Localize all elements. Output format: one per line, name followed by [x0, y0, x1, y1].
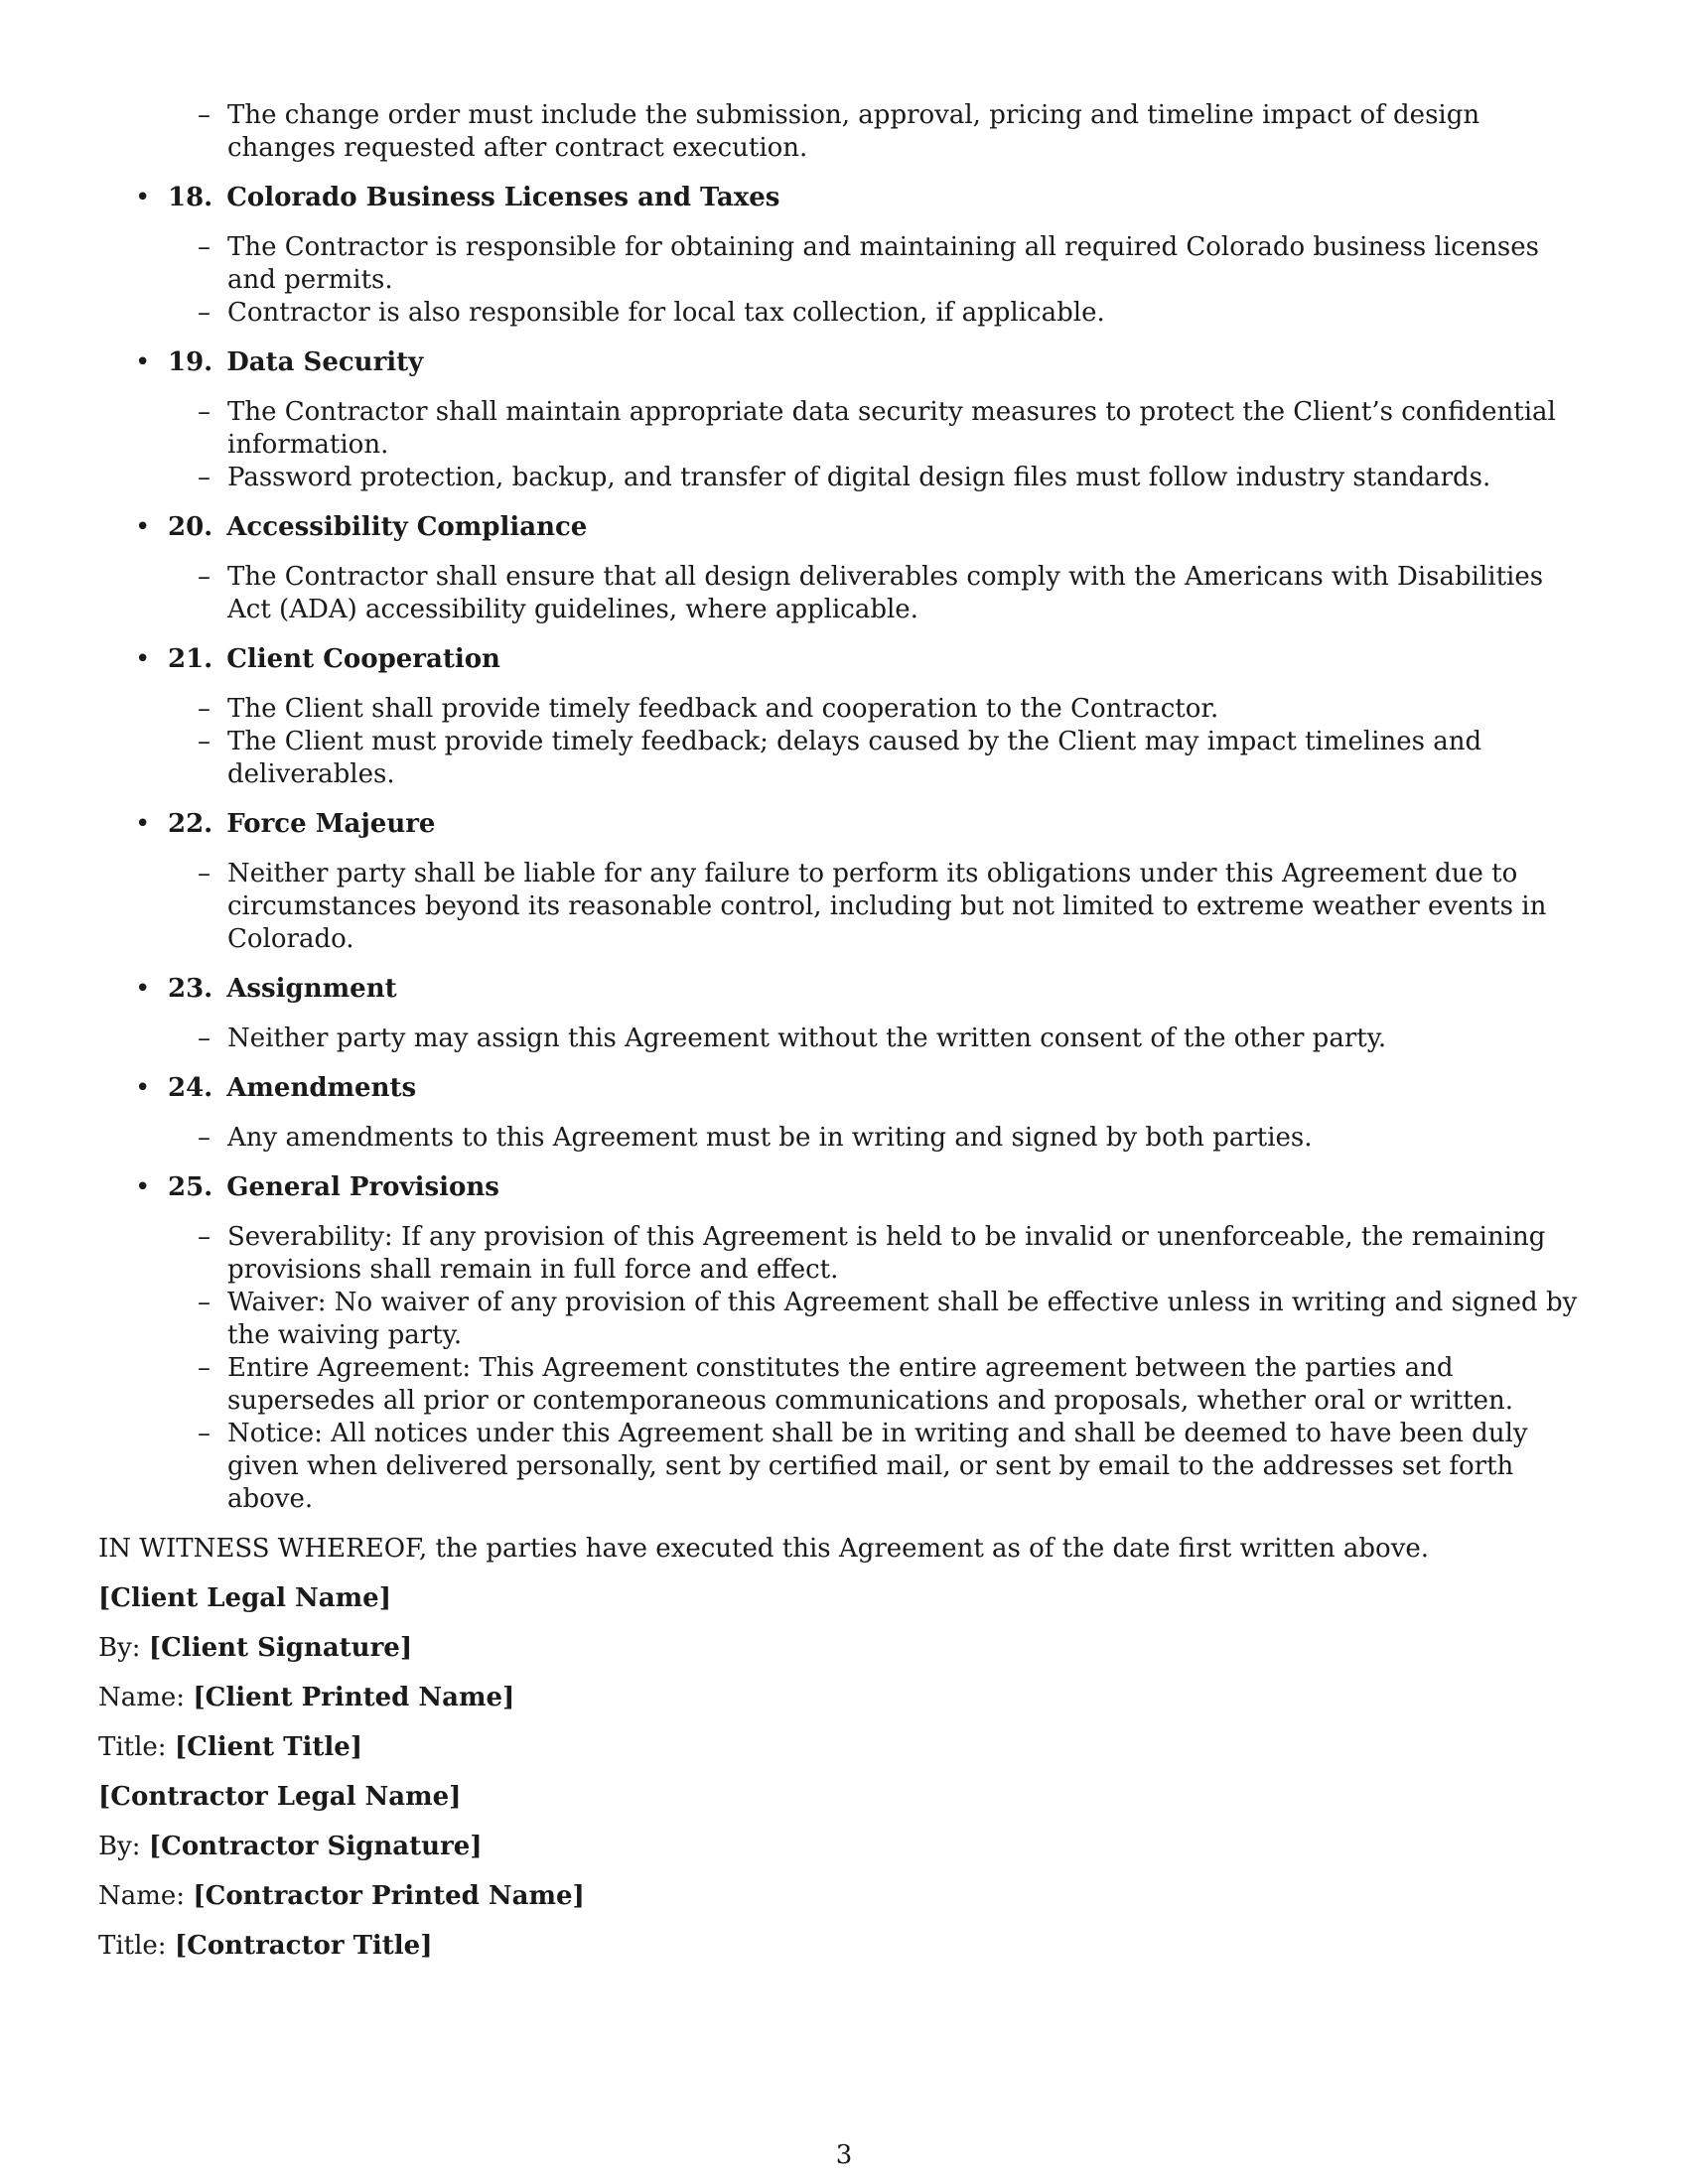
client-legal-name	[98, 1582, 1594, 1615]
section-heading	[135, 973, 1594, 1006]
list-item-text: Neither party shall be liable for any failure to perform its obligations under this Agreement due to circumstances beyond its reasonable control, including but not limited to extreme weather events in Colorado.	[227, 859, 1547, 954]
section-title: Colorado Business Licenses and Taxes	[226, 183, 780, 212]
dash-marker: –	[198, 232, 211, 262]
list-item	[198, 396, 1594, 462]
list-item	[198, 561, 1594, 626]
list-item-text: Notice: All notices under this Agreement shall be in writing and shall be deemed to have been duly given when delivered personally, sent by certified mail, or sent by email to the addresses set forth above.	[227, 1419, 1528, 1514]
list-item-text: The change order must include the submission, approval, pricing and timeline impact of design changes requested after contract execution.	[227, 100, 1480, 163]
dash-marker: –	[198, 1353, 211, 1383]
bullet-marker: •	[135, 1172, 151, 1202]
section-number: 24.	[168, 1073, 213, 1103]
list-item-text: Contractor is also responsible for local tax collection, if applicable.	[227, 298, 1105, 328]
sig-label: Title:	[98, 1931, 175, 1961]
section-title: Accessibility Compliance	[226, 512, 588, 542]
sig-value: [Contractor Title]	[174, 1931, 433, 1961]
bullet-marker: •	[135, 1073, 151, 1103]
continuation-list	[98, 99, 1594, 165]
sig-label: Name:	[98, 1683, 194, 1712]
sig-value: [Contractor Signature]	[148, 1832, 483, 1861]
page-number: 3	[835, 2140, 853, 2170]
contractor-legal-name	[98, 1781, 1594, 1814]
dash-marker: –	[198, 298, 211, 328]
contractor-signature-line	[98, 1831, 1594, 1863]
dash-marker: –	[198, 1024, 211, 1053]
list-item	[198, 1122, 1594, 1155]
list-item-text: The Client shall provide timely feedback and cooperation to the Contractor.	[227, 694, 1219, 724]
list-item	[198, 693, 1594, 726]
dash-marker: –	[198, 1419, 211, 1448]
sig-value: [Client Signature]	[148, 1633, 413, 1663]
bullet-marker: •	[135, 644, 151, 674]
sig-label: Name:	[98, 1881, 194, 1911]
sig-label: By:	[98, 1832, 149, 1861]
section-19	[98, 346, 1594, 494]
client-title-line	[98, 1731, 1594, 1764]
sig-value: [Contractor Legal Name]	[98, 1782, 462, 1812]
section-21	[98, 643, 1594, 791]
client-printed-name-line	[98, 1682, 1594, 1714]
list-item-text: The Contractor shall ensure that all design deliverables comply with the Americans with Disabilities Act (ADA) accessibility guidelines, where applicable.	[227, 562, 1544, 624]
section-title: Assignment	[226, 974, 397, 1004]
list-item	[198, 726, 1594, 791]
section-title: Client Cooperation	[226, 644, 500, 674]
bullet-marker: •	[135, 512, 151, 542]
section-heading	[135, 1171, 1594, 1204]
list-item-text: Password protection, backup, and transfer of digital design files must follow industry standards.	[227, 463, 1491, 492]
list-item	[198, 1418, 1594, 1516]
list-item	[198, 1221, 1594, 1287]
section-heading	[135, 346, 1594, 379]
list-item	[198, 99, 1594, 165]
dash-marker: –	[198, 727, 211, 756]
section-heading	[135, 182, 1594, 214]
list-item	[198, 1352, 1594, 1418]
list-item	[198, 1287, 1594, 1352]
list-item	[198, 858, 1594, 956]
list-item	[198, 462, 1594, 494]
dash-marker: –	[198, 562, 211, 592]
section-title: Force Majeure	[226, 809, 436, 839]
list-item-text: The Contractor shall maintain appropriate data security measures to protect the Client’s confidential information.	[227, 397, 1556, 460]
bullet-marker: •	[135, 347, 151, 377]
contractor-printed-name-line	[98, 1880, 1594, 1913]
dash-marker: –	[198, 694, 211, 724]
dash-marker: –	[198, 859, 211, 888]
dash-marker: –	[198, 397, 211, 427]
dash-marker: –	[198, 1123, 211, 1153]
section-title: General Provisions	[226, 1172, 499, 1202]
list-item-text: Entire Agreement: This Agreement constitutes the entire agreement between the parties and supersedes all prior or contemporaneous communications and proposals, whether oral or written.	[227, 1353, 1514, 1416]
bullet-marker: •	[135, 183, 151, 212]
bullet-marker: •	[135, 974, 151, 1004]
section-number: 20.	[168, 512, 213, 542]
dash-marker: –	[198, 100, 211, 130]
bullet-marker: •	[135, 809, 151, 839]
section-23	[98, 973, 1594, 1055]
sig-label: By:	[98, 1633, 149, 1663]
client-signature-line	[98, 1632, 1594, 1665]
sig-value: [Client Title]	[174, 1732, 363, 1762]
contractor-title-line	[98, 1930, 1594, 1963]
section-24	[98, 1072, 1594, 1155]
section-number: 23.	[168, 974, 213, 1004]
section-heading	[135, 808, 1594, 841]
dash-marker: –	[198, 1288, 211, 1317]
section-number: 19.	[168, 347, 213, 377]
section-20	[98, 511, 1594, 626]
section-number: 22.	[168, 809, 213, 839]
sig-label: Title:	[98, 1732, 175, 1762]
section-18	[98, 182, 1594, 330]
list-item-text: Severability: If any provision of this Agreement is held to be invalid or unenforceable, the remaining provisions shall remain in full force and effect.	[227, 1222, 1546, 1285]
section-title: Amendments	[226, 1073, 417, 1103]
section-25	[98, 1171, 1594, 1516]
list-item-text: Neither party may assign this Agreement without the written consent of the other party.	[227, 1024, 1387, 1053]
dash-marker: –	[198, 463, 211, 492]
section-22	[98, 808, 1594, 956]
section-number: 18.	[168, 183, 213, 212]
section-number: 25.	[168, 1172, 213, 1202]
list-item-text: The Contractor is responsible for obtaining and maintaining all required Colorado business licenses and permits.	[227, 232, 1539, 295]
list-item	[198, 231, 1594, 297]
section-number: 21.	[168, 644, 213, 674]
sig-value: [Client Legal Name]	[98, 1583, 392, 1613]
section-heading	[135, 643, 1594, 676]
witness-statement: IN WITNESS WHEREOF, the parties have executed this Agreement as of the date first written above.	[98, 1534, 1430, 1564]
sig-value: [Client Printed Name]	[193, 1683, 515, 1712]
list-item	[198, 1023, 1594, 1055]
list-item-text: Any amendments to this Agreement must be in writing and signed by both parties.	[227, 1123, 1313, 1153]
sig-value: [Contractor Printed Name]	[193, 1881, 585, 1911]
section-title: Data Security	[226, 347, 424, 377]
section-heading	[135, 511, 1594, 544]
section-heading	[135, 1072, 1594, 1105]
list-item	[198, 297, 1594, 330]
dash-marker: –	[198, 1222, 211, 1252]
document-page	[98, 99, 1594, 1963]
list-item-text: Waiver: No waiver of any provision of this Agreement shall be effective unless in writing and signed by the waiving party.	[227, 1288, 1578, 1350]
list-item-text: The Client must provide timely feedback; delays caused by the Client may impact timelines and deliverables.	[227, 727, 1482, 789]
